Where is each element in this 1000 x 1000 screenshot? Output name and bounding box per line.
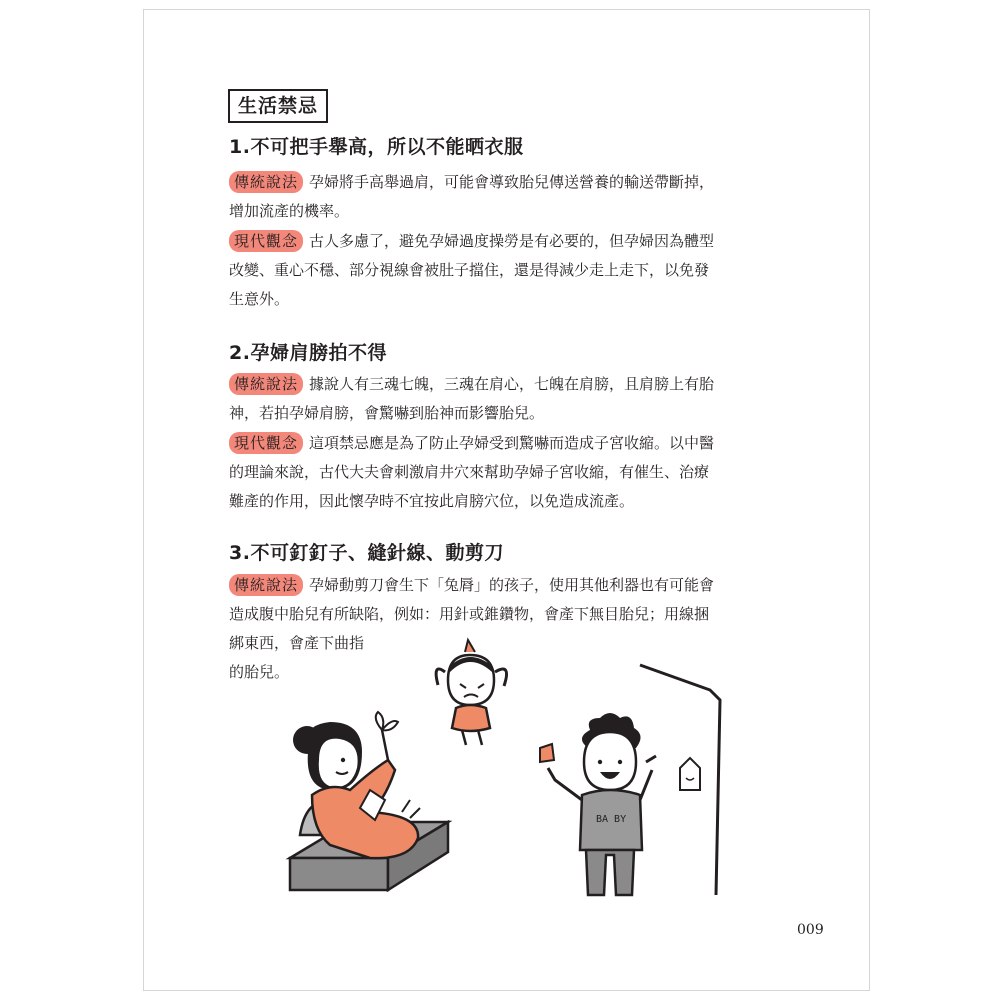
section-title: 生活禁忌 [228,89,328,123]
modern-tag: 現代觀念 [229,432,303,454]
modern-tag: 現代觀念 [229,230,303,252]
item-2-heading: 2.孕婦肩膀拍不得 [229,342,387,364]
text-line: 綁東西，會產下曲指 [229,634,365,652]
text-line: 難產的作用，因此懷孕時不宜按此肩膀穴位，以免造成流產。 [229,492,635,510]
text-line: 的理論來說，古代大夫會刺激肩井穴來幫助孕婦子宮收縮，有催生、治療 [229,463,710,481]
text-line: 古人多慮了，避免孕婦過度操勞是有必要的，但孕婦因為體型 [309,232,715,250]
item-1-heading: 1.不可把手舉高，所以不能晒衣服 [229,136,524,158]
text-line: 造成腹中胎兒有所缺陷，例如：用針或錐鑽物，會產下無目胎兒；用線捆 [229,605,710,623]
boy-with-hammer-icon [540,713,656,895]
traditional-tag: 傳統說法 [229,574,303,596]
text-line: 這項禁忌應是為了防止孕婦受到驚嚇而造成子宮收縮。以中醫 [309,434,715,452]
text-line: 生意外。 [229,290,290,308]
text-line: 改變、重心不穩、部分視線會被肚子擋住，還是得減少走上走下，以免發 [229,261,710,279]
text-line: 的胎兒。 [229,663,290,681]
traditional-tag: 傳統說法 [229,373,303,395]
page-number: 009 [797,922,824,938]
traditional-tag: 傳統說法 [229,171,303,193]
text-line: 神，若拍孕婦肩膀，會驚嚇到胎神而影響胎兒。 [229,404,545,422]
crying-baby-icon [436,640,506,745]
text-line: 孕婦將手高舉過肩，可能會導致胎兒傳送營養的輸送帶斷掉， [309,173,715,191]
door-icon [640,665,720,895]
shirt-text: BA BY [596,814,627,825]
text-line: 據說人有三魂七魄，三魂在肩心，七魄在肩膀，且肩膀上有胎 [309,375,715,393]
text-line: 孕婦動剪刀會生下「兔脣」的孩子，使用其他利器也有可能會 [309,576,715,594]
item-3-heading: 3.不可釘釘子、縫針線、動剪刀 [229,542,504,564]
text-line: 增加流產的機率。 [229,202,350,220]
